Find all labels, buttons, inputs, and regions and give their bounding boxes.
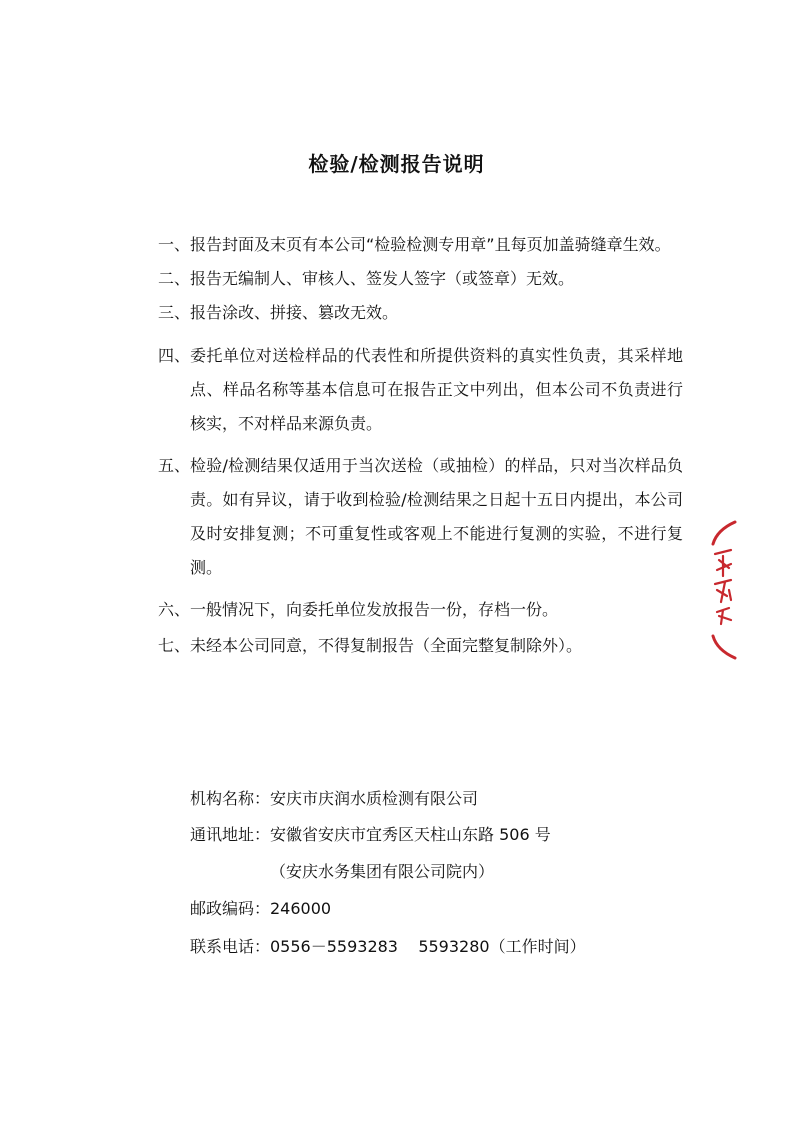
clause-text: 报告无编制人、审核人、签发人签字（或签章）无效。 (190, 269, 575, 288)
org-label: 机构名称： (190, 789, 271, 808)
clause-7 (158, 629, 683, 663)
clause-number: 五、 (158, 456, 191, 475)
zip-label: 邮政编码： (190, 899, 271, 918)
seam-stamp (705, 520, 739, 660)
clause-3 (158, 296, 683, 330)
org-value: 安庆市庆润水质检测有限公司 (270, 789, 479, 808)
address-label: 通讯地址： (190, 825, 271, 844)
phone-label: 联系电话： (190, 937, 271, 956)
clause-number: 七、 (158, 636, 191, 655)
address-note: （安庆水务集团有限公司院内） (270, 862, 495, 881)
org-line (190, 789, 478, 809)
document-title: 检验/检测报告说明 (308, 152, 485, 176)
clause-1 (158, 228, 683, 262)
clause-2 (158, 262, 683, 296)
zip-value: 246000 (270, 899, 332, 918)
seam-stamp-graphic (705, 520, 739, 660)
zip-line (190, 899, 331, 919)
clause-number: 二、 (158, 269, 191, 288)
clause-text: 检验/检测结果仅适用于当次送检（或抽检）的样品，只对当次样品负责。如有异议，请于收到检验/检测结果之日起十五日内提出，本公司及时安排复测；不可重复性或客观上不能进行复测的实验，不进行复测。 (190, 456, 683, 577)
clause-text: 报告封面及末页有本公司“检验检测专用章”且每页加盖骑缝章生效。 (190, 235, 671, 254)
clause-number: 六、 (158, 600, 191, 619)
clause-4 (158, 339, 683, 441)
clause-text: 一般情况下，向委托单位发放报告一份，存档一份。 (190, 600, 559, 619)
clause-text: 委托单位对送检样品的代表性和所提供资料的真实性负责，其采样地点、样品名称等基本信息可在报告正文中列出，但本公司不负责进行核实，不对样品来源负责。 (190, 346, 683, 433)
clause-5 (158, 449, 683, 585)
phone-line (190, 937, 586, 957)
phone-value: 0556－5593283 5593280（工作时间） (270, 937, 586, 956)
clause-number: 三、 (158, 303, 191, 322)
clause-text: 未经本公司同意，不得复制报告（全面完整复制除外）。 (190, 636, 583, 655)
clause-number: 一、 (158, 235, 191, 254)
clause-6 (158, 593, 683, 627)
clause-text: 报告涂改、拼接、篡改无效。 (190, 303, 399, 322)
address-value: 安徽省安庆市宜秀区天柱山东路 506 号 (270, 825, 551, 844)
clause-number: 四、 (158, 346, 191, 365)
address-line (190, 825, 551, 845)
